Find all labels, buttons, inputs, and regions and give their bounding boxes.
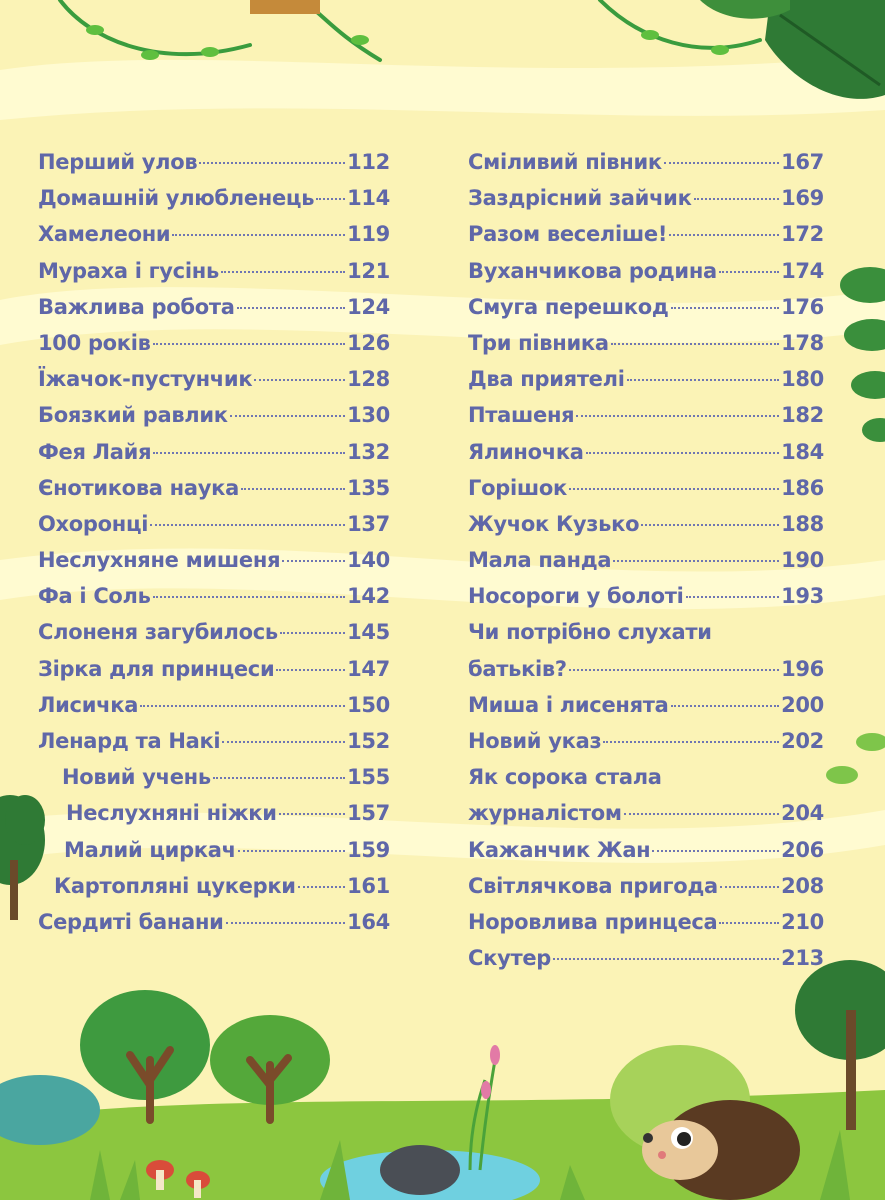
toc-entry-title: Заздрісний зайчик xyxy=(468,186,692,211)
toc-entry[interactable] xyxy=(468,693,824,729)
toc-entry-page: 152 xyxy=(347,729,390,753)
toc-entry-page: 155 xyxy=(347,765,390,790)
toc-entry[interactable] xyxy=(468,801,824,837)
toc-entry[interactable] xyxy=(468,910,824,946)
toc-entry-title: Норовлива принцеса xyxy=(468,909,718,934)
toc-entry[interactable] xyxy=(468,150,824,186)
toc-entry-page: 135 xyxy=(347,475,390,500)
dot-leader xyxy=(316,198,345,200)
toc-entry-page: 210 xyxy=(781,909,824,934)
toc-entry-title: Жучок Кузько xyxy=(468,511,640,536)
dot-leader xyxy=(298,886,345,888)
toc-entry[interactable] xyxy=(468,657,824,693)
dot-leader xyxy=(230,415,345,417)
toc-entry[interactable] xyxy=(468,295,824,331)
toc-entry-title: 100 років xyxy=(38,330,151,355)
toc-entry-title: Ялиночка xyxy=(468,439,584,464)
toc-entry-title: Боязкий равлик xyxy=(38,403,228,428)
toc-entry[interactable] xyxy=(38,150,390,186)
dot-leader xyxy=(669,234,779,236)
dot-leader xyxy=(221,271,345,273)
toc-entry[interactable] xyxy=(38,729,390,765)
toc-entry[interactable] xyxy=(38,693,390,729)
toc-entry[interactable] xyxy=(38,512,390,548)
toc-entry-title: батьків? xyxy=(468,656,567,681)
dot-leader xyxy=(254,379,345,381)
toc-entry-page: 188 xyxy=(781,511,824,536)
toc-entry[interactable] xyxy=(468,946,824,982)
dot-leader xyxy=(720,886,779,888)
dot-leader xyxy=(652,850,779,852)
toc-entry-page: 164 xyxy=(347,909,390,934)
dot-leader xyxy=(671,307,780,309)
dot-leader xyxy=(613,560,779,562)
toc-entry-page: 174 xyxy=(781,258,824,283)
toc-entry-page: 193 xyxy=(781,584,824,609)
dot-leader xyxy=(627,379,779,381)
dot-leader xyxy=(611,343,779,345)
dot-leader xyxy=(237,307,345,309)
toc-entry-title: Неслухняні ніжки xyxy=(66,801,277,826)
toc-entry-title: Домашній улюбленець xyxy=(38,186,315,211)
dot-leader xyxy=(586,452,779,454)
dot-leader xyxy=(719,271,779,273)
toc-entry-page: 204 xyxy=(781,801,824,826)
toc-entry[interactable] xyxy=(38,765,390,801)
toc-entry-page: 119 xyxy=(347,222,390,247)
toc-entry-page: 208 xyxy=(781,873,824,898)
toc-entry-title: Сердиті банани xyxy=(38,909,224,934)
toc-entry[interactable] xyxy=(38,548,390,584)
toc-entry-title: Світлячкова пригода xyxy=(468,873,718,898)
dot-leader xyxy=(603,741,779,743)
toc-entry-page: 145 xyxy=(347,620,390,645)
toc-entry[interactable] xyxy=(38,295,390,331)
toc-entry[interactable] xyxy=(468,186,824,222)
toc-entry-title-line: Як сорока стала xyxy=(468,765,662,790)
toc-entry-title: Зірка для принцеси xyxy=(38,656,275,681)
toc-entry-page: 167 xyxy=(781,150,824,174)
toc-entry-title: Слоненя загубилось xyxy=(38,620,278,645)
toc-entry[interactable] xyxy=(38,910,390,946)
toc-entry[interactable] xyxy=(38,801,390,837)
toc-entry-title: Миша і лисенята xyxy=(468,692,669,717)
toc-entry[interactable] xyxy=(38,476,390,512)
toc-entry-title: Пташеня xyxy=(468,403,575,428)
dot-leader xyxy=(172,234,345,236)
dot-leader xyxy=(238,850,345,852)
toc-entry-title: Перший улов xyxy=(38,150,198,174)
dot-leader xyxy=(671,705,780,707)
dot-leader xyxy=(280,632,345,634)
toc-entry[interactable] xyxy=(38,403,390,439)
toc-entry-page: 137 xyxy=(347,511,390,536)
toc-entry[interactable] xyxy=(38,584,390,620)
toc-entry[interactable] xyxy=(468,584,824,620)
toc-entry[interactable] xyxy=(38,367,390,403)
dot-leader xyxy=(686,596,780,598)
toc-entry[interactable] xyxy=(468,222,824,258)
toc-entry[interactable] xyxy=(468,874,824,910)
dot-leader xyxy=(140,705,345,707)
toc-entry-title: Мураха і гусінь xyxy=(38,258,219,283)
toc-entry[interactable] xyxy=(468,331,824,367)
toc-entry-page: 124 xyxy=(347,294,390,319)
toc-entry[interactable] xyxy=(38,620,390,656)
toc-entry-title: журналістом xyxy=(468,801,622,826)
toc-entry-title: Їжачок-пустунчик xyxy=(38,367,253,392)
toc-entry-title: Ленард та Накі xyxy=(38,729,221,753)
toc-entry-page: 169 xyxy=(781,186,824,211)
dot-leader xyxy=(569,488,779,490)
toc-entry-page: 213 xyxy=(781,946,824,971)
dot-leader xyxy=(719,922,779,924)
toc-entry-title: Єнотикова наука xyxy=(38,475,239,500)
toc-entry-page: 121 xyxy=(347,258,390,283)
dot-leader xyxy=(576,415,779,417)
toc-entry[interactable] xyxy=(38,657,390,693)
toc-entry[interactable] xyxy=(468,440,824,476)
toc-entry[interactable] xyxy=(38,222,390,258)
toc-right-column xyxy=(468,150,824,982)
toc-entry-page: 182 xyxy=(781,403,824,428)
toc-entry-page: 157 xyxy=(347,801,390,826)
toc-entry-title: Фа і Соль xyxy=(38,584,151,609)
dot-leader xyxy=(282,560,345,562)
toc-entry-title: Мала панда xyxy=(468,548,612,573)
toc-entry-page: 150 xyxy=(347,692,390,717)
dot-leader xyxy=(241,488,345,490)
toc-entry-title: Важлива робота xyxy=(38,294,235,319)
toc-entry-title: Фея Лайя xyxy=(38,439,152,464)
dot-leader xyxy=(641,524,779,526)
toc-entry-page: 140 xyxy=(347,548,390,573)
toc-entry-page: 130 xyxy=(347,403,390,428)
toc-entry-title: Неслухняне мишеня xyxy=(38,548,281,573)
toc-entry-title: Картопляні цукерки xyxy=(54,873,296,898)
dot-leader xyxy=(153,596,345,598)
toc-entry-page: 196 xyxy=(781,656,824,681)
toc-entry-page: 178 xyxy=(781,330,824,355)
dot-leader xyxy=(150,524,345,526)
toc-entry[interactable] xyxy=(38,186,390,222)
toc-entry-page: 172 xyxy=(781,222,824,247)
toc-entry-page: 202 xyxy=(781,729,824,753)
dot-leader xyxy=(553,958,779,960)
toc-entry-page: 112 xyxy=(347,150,390,174)
dot-leader xyxy=(213,777,345,779)
dot-leader xyxy=(624,813,779,815)
toc-left-column xyxy=(38,150,390,946)
toc-entry-title: Охоронці xyxy=(38,511,149,536)
dot-leader xyxy=(276,669,345,671)
toc-entry-page: 159 xyxy=(347,837,390,862)
toc-entry[interactable] xyxy=(468,367,824,403)
toc-entry-page: 126 xyxy=(347,330,390,355)
toc-entry-title: Лисичка xyxy=(38,692,139,717)
toc-entry-page: 114 xyxy=(347,186,390,211)
toc-entry-page: 190 xyxy=(781,548,824,573)
toc-entry-page: 161 xyxy=(347,873,390,898)
toc-entry[interactable] xyxy=(468,838,824,874)
toc-entry[interactable] xyxy=(38,259,390,295)
toc-entry-page: 206 xyxy=(781,837,824,862)
toc-entry-title: Разом веселіше! xyxy=(468,222,668,247)
dot-leader xyxy=(664,162,779,164)
toc-entry[interactable] xyxy=(468,512,824,548)
toc-entry-title-line: Чи потрібно слухати xyxy=(468,620,712,645)
toc-entry-page: 176 xyxy=(781,294,824,319)
toc-entry-title: Носороги у болоті xyxy=(468,584,684,609)
toc-entry[interactable] xyxy=(38,874,390,910)
dot-leader xyxy=(153,452,345,454)
toc-entry[interactable] xyxy=(468,476,824,512)
toc-entry-page: 180 xyxy=(781,367,824,392)
toc-entry-page: 132 xyxy=(347,439,390,464)
toc-entry-title: Кажанчик Жан xyxy=(468,837,651,862)
toc-entry[interactable] xyxy=(468,403,824,439)
toc-entry-title: Три півника xyxy=(468,330,609,355)
toc-entry-title: Смуга перешкод xyxy=(468,294,669,319)
toc-entry-title: Новий указ xyxy=(468,729,602,753)
toc-entry-title: Сміливий півник xyxy=(468,150,662,174)
toc-entry-page: 128 xyxy=(347,367,390,392)
toc-entry[interactable] xyxy=(468,548,824,584)
toc-entry-page: 184 xyxy=(781,439,824,464)
toc-entry[interactable] xyxy=(468,259,824,295)
toc-entry-title: Два приятелі xyxy=(468,367,625,392)
toc-entry-title: Малий циркач xyxy=(64,837,236,862)
toc-entry-page: 147 xyxy=(347,656,390,681)
toc-entry-title: Скутер xyxy=(468,946,551,971)
dot-leader xyxy=(226,922,345,924)
toc-entry-title: Вуханчикова родина xyxy=(468,258,717,283)
dot-leader xyxy=(199,162,345,164)
toc-entry-page: 200 xyxy=(781,692,824,717)
dot-leader xyxy=(694,198,780,200)
toc-entry[interactable] xyxy=(38,331,390,367)
toc-entry[interactable] xyxy=(468,729,824,765)
toc-entry[interactable] xyxy=(38,838,390,874)
toc-entry-title: Новий учень xyxy=(62,765,211,790)
toc-entry-page: 186 xyxy=(781,475,824,500)
toc-entry[interactable] xyxy=(38,440,390,476)
dot-leader xyxy=(569,669,779,671)
toc-entry-page: 142 xyxy=(347,584,390,609)
dot-leader xyxy=(279,813,345,815)
toc-entry-title: Горішок xyxy=(468,475,567,500)
toc-entry-title: Хамелеони xyxy=(38,222,171,247)
dot-leader xyxy=(222,741,345,743)
dot-leader xyxy=(153,343,345,345)
